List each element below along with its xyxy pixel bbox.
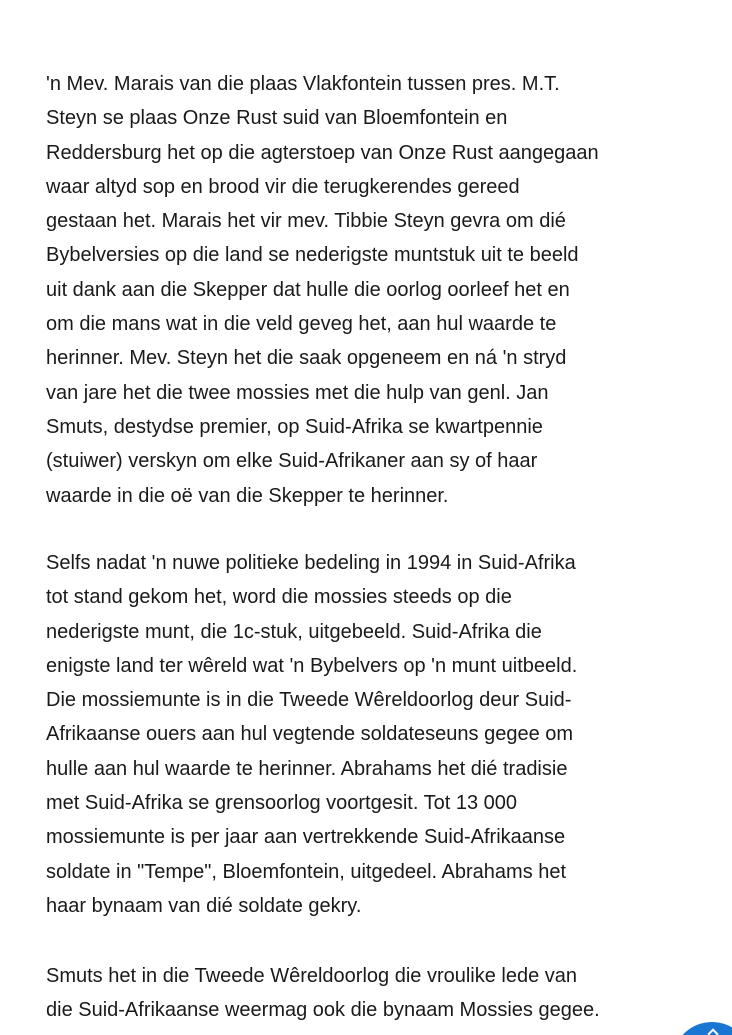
text-line: mossiemunte is per jaar aan vertrekkende Suid-Afrikaanse bbox=[46, 826, 566, 849]
text-line: van jare het die twee mossies met die hulp van genl. Jan bbox=[46, 381, 549, 404]
text-line: Bybelversies op die land se nederigste muntstuk uit te beeld bbox=[46, 244, 579, 267]
text-line: Selfs nadat 'n nuwe politieke bedeling in 1994 in Suid-Afrika bbox=[46, 552, 576, 574]
text-line: Die mossiemunte is in die Tweede Wêreldoorlog deur Suid- bbox=[46, 689, 572, 712]
text-line: 'n Mev. Marais van die plaas Vlakfontein tussen pres. M.T. bbox=[46, 73, 560, 95]
paragraph-1 bbox=[46, 67, 726, 513]
text-line: Reddersburg het op die agterstoep van Onze Rust aangegaan bbox=[46, 141, 599, 164]
text-line: nederigste munt, die 1c-stuk, uitgebeeld. Suid-Afrika die bbox=[46, 620, 542, 643]
text-line: om die mans wat in die veld geveg het, aan hul waarde te bbox=[46, 313, 557, 336]
paragraph-2 bbox=[46, 546, 726, 923]
text-line: gestaan het. Marais het vir mev. Tibbie Steyn gevra om dié bbox=[46, 210, 566, 233]
text-line: die Suid-Afrikaanse weermag ook die bynaam Mossies gegee. bbox=[46, 999, 600, 1022]
text-line: (stuiwer) verskyn om elke Suid-Afrikaner aan sy of haar bbox=[46, 450, 538, 473]
text-line: met Suid-Afrika se grensoorlog voortgesit. Tot 13 000 bbox=[46, 792, 517, 815]
text-line: soldate in "Tempe", Bloemfontein, uitgedeel. Abrahams het bbox=[46, 860, 567, 883]
text-line: Smuts het in die Tweede Wêreldoorlog die vroulike lede van bbox=[46, 965, 578, 987]
text-line: waar altyd sop en brood vir die terugkerendes gereed bbox=[46, 175, 520, 198]
text-line: haar bynaam van dié soldate gekry. bbox=[46, 894, 362, 917]
text-line: Afrikaanse ouers aan hul vegtende soldateseuns gegee om bbox=[46, 723, 574, 746]
text-line: waarde in die oë van die Skepper te herinner. bbox=[46, 484, 449, 507]
text-line: Smuts, destydse premier, op Suid-Afrika se kwartpennie bbox=[46, 415, 543, 438]
text-line: tot stand gekom het, word die mossies steeds op die bbox=[46, 586, 512, 609]
paragraph-3 bbox=[46, 959, 726, 1028]
text-line: herinner. Mev. Steyn het die saak opgeneem en ná 'n stryd bbox=[46, 347, 567, 370]
text-line: hulle aan hul waarde te herinner. Abrahams het dié tradisie bbox=[46, 757, 568, 780]
text-line: Steyn se plaas Onze Rust suid van Bloemfontein en bbox=[46, 107, 508, 130]
text-line: enigste land ter wêreld wat 'n Bybelvers op 'n munt uitbeeld. bbox=[46, 654, 578, 677]
chevron-up-icon bbox=[707, 1028, 718, 1035]
text-line: uit dank aan die Skepper dat hulle die oorlog oorleef het en bbox=[46, 278, 570, 301]
